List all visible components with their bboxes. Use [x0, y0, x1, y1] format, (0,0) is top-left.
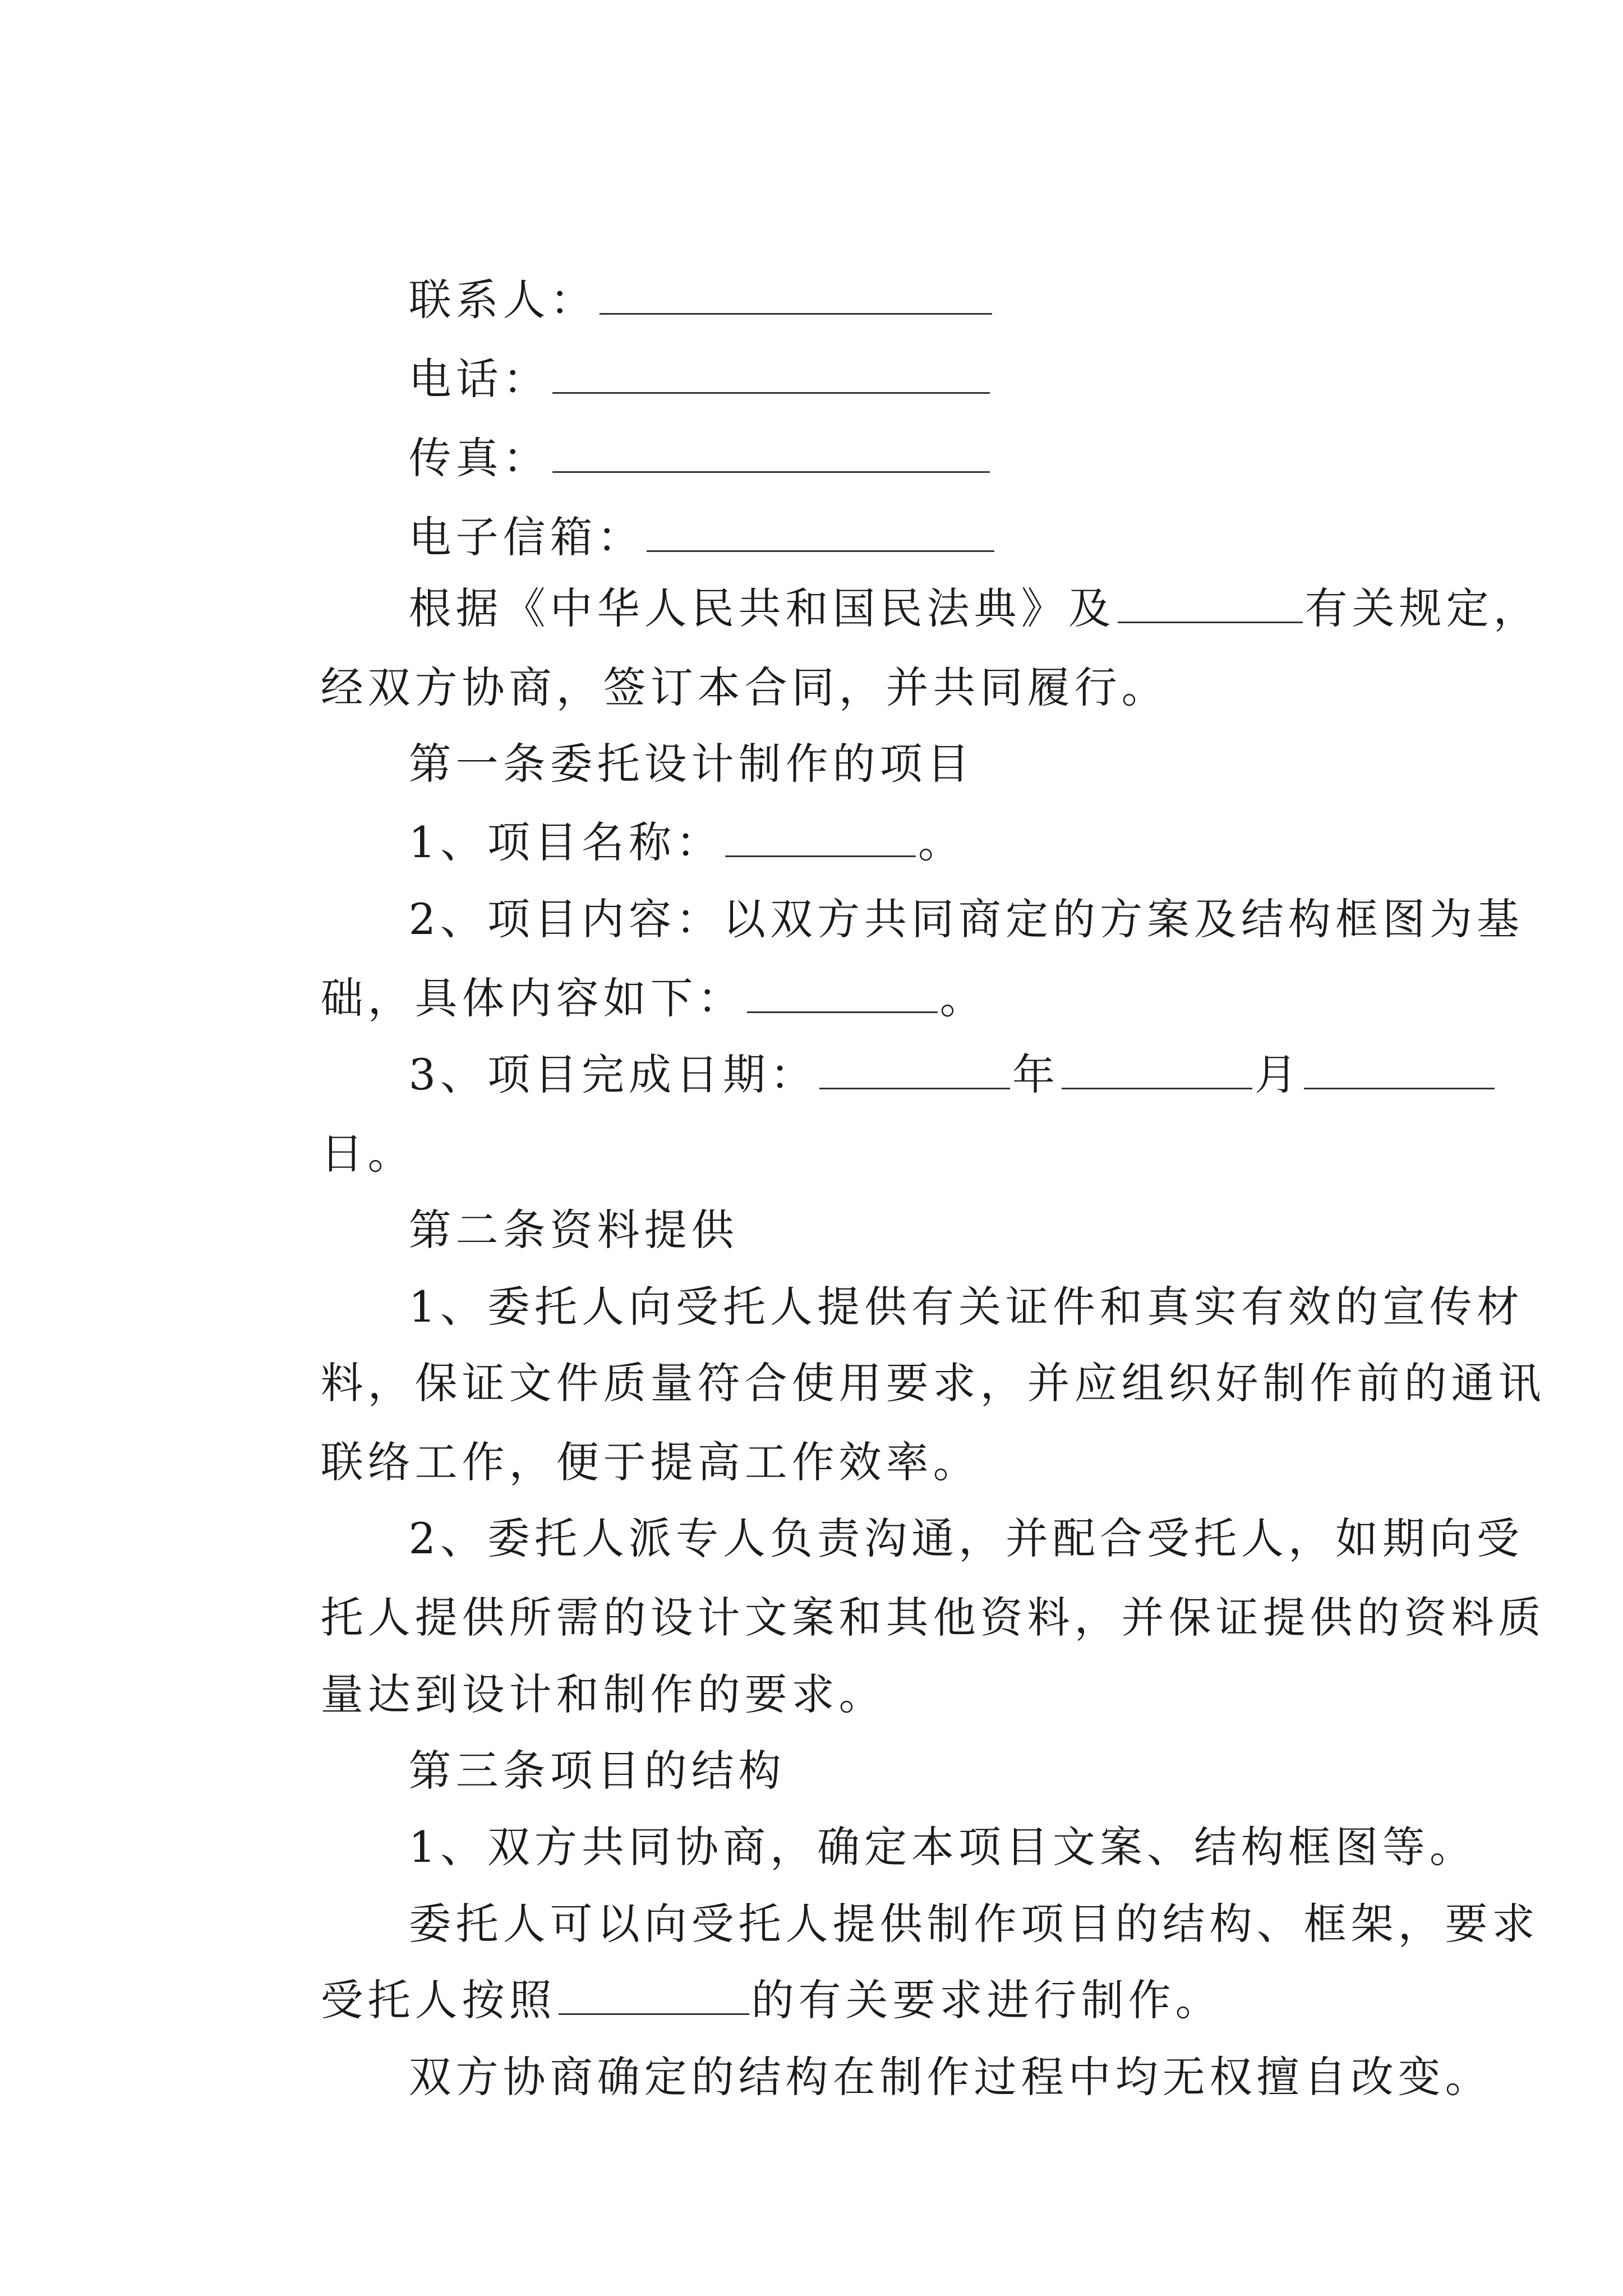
fax-label: 传真： — [408, 433, 550, 483]
article1-item3-label: 3、项目完成日期： — [408, 1050, 817, 1099]
article3-p2-text-2a: 受托人按照 — [320, 1975, 556, 2025]
article1-item1-label: 1、项目名称： — [408, 817, 723, 867]
article2-p2-text-2: 托人提供所需的设计文案和其他资料，并保证提供的资料质 — [320, 1593, 1546, 1642]
month-label: 月 — [1255, 1050, 1302, 1099]
article1-item3 — [336, 991, 1497, 1159]
email-label: 电子信箱： — [408, 512, 644, 562]
article2-p1-text-1: 1、委托人向受托人提供有关证件和真实有效的宣传材 — [408, 1282, 1524, 1332]
article3-p2-text-1: 委托人可以向受托人提供制作项目的结构、框架，要求 — [408, 1899, 1539, 1949]
article1-item2-text: 2、项目内容：以双方共同商定的方案及结构框图为基 — [408, 894, 1524, 944]
article2-p1-text-2: 料，保证文件质量符合使用要求，并应组织好制作前的通讯 — [320, 1358, 1546, 1408]
contact-person-label: 联系人： — [408, 275, 597, 325]
year-blank — [819, 1053, 1010, 1089]
article2-p1-text-3: 联络工作，便于提高工作效率。 — [320, 1437, 980, 1487]
article1-item1-end: 。 — [918, 817, 965, 867]
year-label: 年 — [1012, 1050, 1059, 1099]
article3-title-text: 第三条项目的结构 — [408, 1746, 786, 1796]
day-blank — [1304, 1053, 1495, 1089]
article3-p3-text: 双方协商确定的结构在制作过程中均无权擅自改变。 — [408, 2052, 1492, 2102]
intro-text-a: 根据《中华人民共和国民法典》及 — [408, 583, 1115, 633]
article1-item2-label: 础，具体内容如下： — [320, 973, 745, 1023]
article2-title-text: 第二条资料提供 — [408, 1205, 739, 1255]
intro-text-b: 有关规定， — [1304, 583, 1541, 633]
day-label: 日。 — [320, 1129, 415, 1179]
article3-p3 — [336, 1993, 1492, 2161]
phone-label: 电话： — [408, 354, 550, 404]
article2-p2-text-1: 2、委托人派专人负责沟通，并配合受托人，如期向受 — [408, 1513, 1524, 1563]
intro-text-2: 经双方协商，签订本合同，并共同履行。 — [320, 662, 1169, 712]
article1-item2-end: 。 — [939, 973, 987, 1023]
article2-p2-text-3: 量达到设计和制作的要求。 — [320, 1669, 886, 1719]
article3-p2-text-2b: 的有关要求进行制作。 — [751, 1975, 1223, 2025]
article1-title-text: 第一条委托设计制作的项目 — [408, 739, 974, 789]
month-blank — [1062, 1053, 1252, 1089]
article3-p1-text: 1、双方共同协商，确定本项目文案、结构框图等。 — [408, 1822, 1477, 1872]
